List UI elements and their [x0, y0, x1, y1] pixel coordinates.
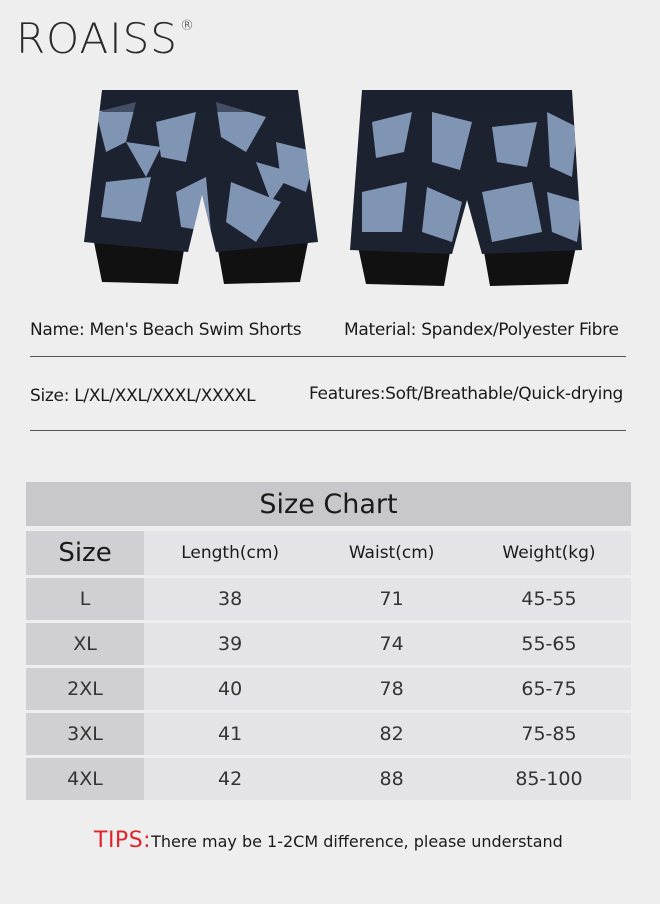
length-cell: 38: [144, 578, 316, 620]
waist-cell: 71: [316, 578, 467, 620]
divider: [30, 430, 626, 431]
tips-text: There may be 1-2CM difference, please understand: [151, 832, 563, 851]
product-material: Material: Spandex/Polyester Fibre: [344, 320, 619, 340]
product-image-back: [332, 82, 602, 294]
length-cell: 39: [144, 623, 316, 665]
weight-cell: 65-75: [467, 668, 631, 710]
table-row: [26, 668, 631, 710]
weight-cell: 45-55: [467, 578, 631, 620]
column-header-waist: Waist(cm): [316, 531, 467, 575]
brand-name: ROAISS: [16, 14, 178, 63]
weight-cell: 75-85: [467, 713, 631, 755]
shorts-front-illustration: [66, 82, 336, 294]
size-cell: 2XL: [26, 668, 144, 710]
size-cell: L: [26, 578, 144, 620]
waist-cell: 82: [316, 713, 467, 755]
table-row: [26, 758, 631, 800]
shorts-back-illustration: [332, 82, 602, 294]
table-row: [26, 578, 631, 620]
size-cell: XL: [26, 623, 144, 665]
table-row: [26, 713, 631, 755]
size-chart-table: [26, 528, 631, 803]
waist-cell: 88: [316, 758, 467, 800]
size-chart-title: Size Chart: [26, 482, 631, 526]
product-image-front: [66, 82, 336, 294]
size-chart-header-row: [26, 531, 631, 575]
tips-note: [94, 828, 563, 853]
weight-cell: 55-65: [467, 623, 631, 665]
product-features: Features:Soft/Breathable/Quick-drying: [309, 384, 624, 404]
waist-cell: 74: [316, 623, 467, 665]
waist-cell: 78: [316, 668, 467, 710]
registered-mark: ®: [179, 18, 195, 34]
column-header-size: Size: [26, 531, 144, 575]
length-cell: 41: [144, 713, 316, 755]
size-cell: 3XL: [26, 713, 144, 755]
column-header-length: Length(cm): [144, 531, 316, 575]
length-cell: 40: [144, 668, 316, 710]
product-sizes: Size: L/XL/XXL/XXXL/XXXXL: [30, 386, 256, 406]
column-header-weight: Weight(kg): [467, 531, 631, 575]
brand-logo: [16, 14, 195, 63]
size-cell: 4XL: [26, 758, 144, 800]
table-row: [26, 623, 631, 665]
divider: [30, 356, 626, 357]
length-cell: 42: [144, 758, 316, 800]
product-name: Name: Men's Beach Swim Shorts: [30, 320, 302, 340]
tips-label: TIPS:: [94, 828, 152, 853]
weight-cell: 85-100: [467, 758, 631, 800]
